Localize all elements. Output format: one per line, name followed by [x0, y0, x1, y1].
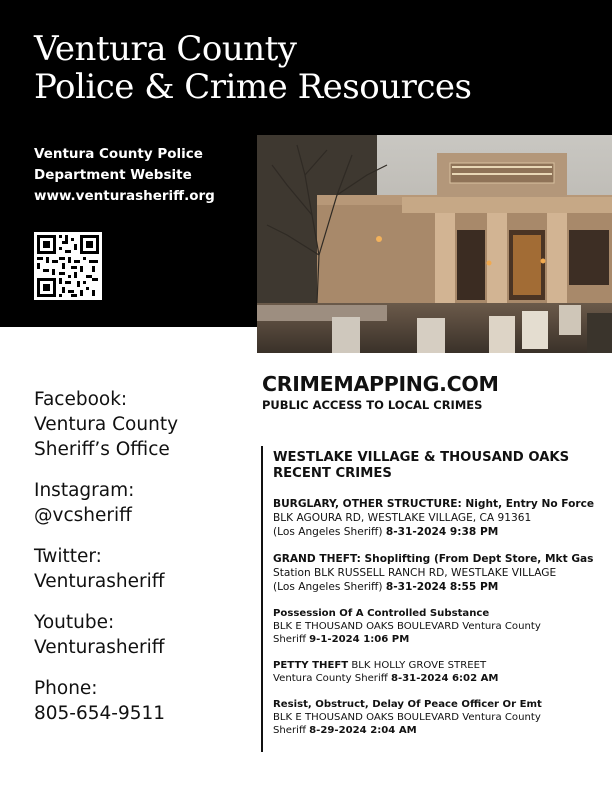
recent-crimes	[273, 450, 605, 750]
crime-location: BLK E THOUSAND OAKS BOULEVARD Ventura County	[273, 712, 541, 723]
crime-item	[273, 698, 605, 737]
crime-agency-line	[273, 633, 605, 646]
youtube-value[interactable]: Venturasheriff	[34, 637, 165, 658]
crimes-divider	[261, 446, 263, 752]
crime-item	[273, 607, 605, 646]
youtube-group	[34, 610, 244, 660]
crime-item	[273, 552, 605, 594]
crime-agency-line	[273, 525, 605, 539]
crime-datetime: 9-1-2024 1:06 PM	[309, 634, 410, 645]
website-url[interactable]: www.venturasheriff.org	[34, 188, 215, 204]
crime-type: BURGLARY, OTHER STRUCTURE: Night, Entry No Force	[273, 498, 595, 510]
crime-agency: (Los Angeles Sheriff)	[273, 526, 383, 538]
crime-agency-line	[273, 580, 605, 594]
crime-datetime: 8-31-2024 6:02 AM	[390, 673, 499, 684]
page-title-line1: Ventura County	[34, 29, 297, 69]
police-station-image	[257, 135, 612, 353]
social-contacts	[34, 387, 244, 742]
recent-crimes-title-line2: RECENT CRIMES	[273, 466, 392, 481]
qr-code[interactable]	[34, 232, 102, 300]
crime-location: Station BLK RUSSELL RANCH RD, WESTLAKE VILLAGE	[273, 567, 557, 579]
crime-datetime: 8-31-2024 9:38 PM	[385, 526, 499, 538]
crime-type: PETTY THEFT	[273, 660, 349, 671]
twitter-group	[34, 544, 244, 594]
station-photo	[257, 135, 612, 353]
crimemapping-subtitle: PUBLIC ACCESS TO LOCAL CRIMES	[262, 398, 483, 412]
facebook-value-line1[interactable]: Ventura County	[34, 414, 179, 435]
facebook-group	[34, 387, 244, 462]
youtube-label: Youtube:	[34, 612, 115, 633]
page-title-line2: Police & Crime Resources	[34, 67, 472, 107]
crime-agency-line	[273, 724, 605, 737]
website-label-line2: Department Website	[34, 167, 192, 183]
instagram-label: Instagram:	[34, 480, 135, 501]
crimemapping-title[interactable]: CRIMEMAPPING.COM	[262, 372, 499, 396]
crime-type: Possession Of A Controlled Substance	[273, 608, 490, 619]
website-block	[34, 144, 215, 207]
crime-type: Resist, Obstruct, Delay Of Peace Officer Or Emt	[273, 699, 542, 710]
crime-agency: Sheriff	[273, 725, 306, 736]
page-title	[34, 30, 471, 106]
crime-type-line	[273, 659, 605, 672]
phone-group	[34, 676, 244, 726]
crime-item	[273, 659, 605, 685]
twitter-value[interactable]: Venturasheriff	[34, 571, 165, 592]
twitter-label: Twitter:	[34, 546, 102, 567]
recent-crimes-title-line1: WESTLAKE VILLAGE & THOUSAND OAKS	[273, 450, 570, 465]
crime-agency: (Los Angeles Sheriff)	[273, 581, 383, 593]
crime-type: GRAND THEFT: Shoplifting (From Dept Store, Mkt Gas	[273, 553, 594, 565]
crime-datetime: 8-31-2024 8:55 PM	[385, 581, 499, 593]
crime-location: BLK E THOUSAND OAKS BOULEVARD Ventura County	[273, 621, 541, 632]
phone-value[interactable]: 805-654-9511	[34, 703, 166, 724]
facebook-value-line2[interactable]: Sheriff’s Office	[34, 439, 170, 460]
crime-agency-line	[273, 672, 605, 685]
instagram-group	[34, 478, 244, 528]
qr-code-graphic	[34, 232, 102, 300]
crime-item	[273, 497, 605, 539]
crime-agency: Sheriff	[273, 634, 306, 645]
phone-label: Phone:	[34, 678, 98, 699]
crime-location: BLK HOLLY GROVE STREET	[351, 660, 487, 671]
crime-agency: Ventura County Sheriff	[273, 673, 388, 684]
crime-datetime: 8-29-2024 2:04 AM	[309, 725, 417, 736]
recent-crimes-title	[273, 450, 605, 482]
website-label-line1: Ventura County Police	[34, 146, 203, 162]
crime-location: BLK AGOURA RD, WESTLAKE VILLAGE, CA 91361	[273, 512, 532, 524]
instagram-value[interactable]: @vcsheriff	[34, 505, 132, 526]
facebook-label: Facebook:	[34, 389, 128, 410]
